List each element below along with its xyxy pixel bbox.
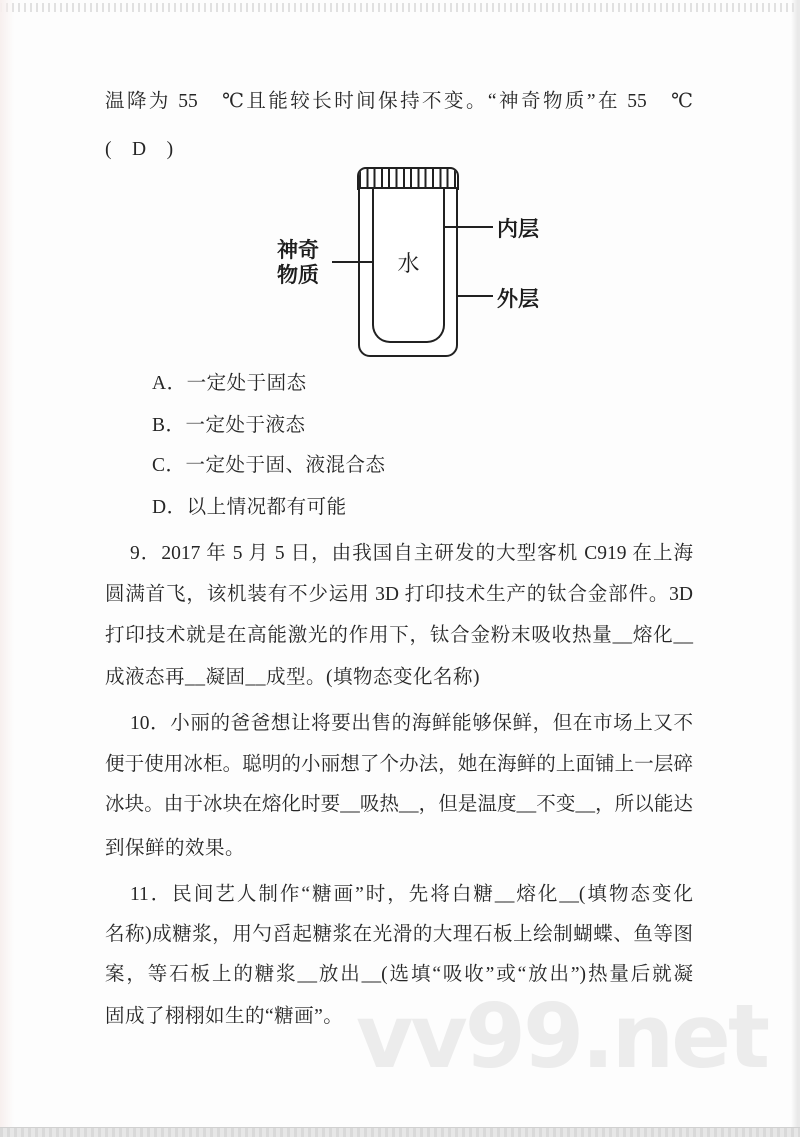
question9-line-4: 成液态再__凝固__成型。(填物态变化名称) <box>105 667 480 688</box>
magic-substance-label-line-2: 物质 <box>277 264 319 287</box>
question9-line-1: 9．2017 年 5 月 5 日，由我国自主研发的大型客机 C919 在上海 <box>130 543 693 564</box>
answer-option-c: C．一定处于固、液混合态 <box>152 455 386 476</box>
question8-answer-line: ( D ) <box>105 139 174 160</box>
question10-line-2: 便于使用冰柜。聪明的小丽想了个办法，她在海鲜的上面铺上一层碎 <box>105 754 693 775</box>
question10-line-1: 10．小丽的爸爸想让将要出售的海鲜能够保鲜，但在市场上又不 <box>130 713 693 734</box>
water-label: 水 <box>397 251 420 276</box>
watermark-text: vv99.net <box>356 985 768 1088</box>
question9-line-3: 打印技术就是在高能激光的作用下，钛合金粉末吸收热量__熔化__ <box>105 625 693 646</box>
inner-layer-pointer-line <box>443 226 493 228</box>
scan-left-shadow <box>0 0 14 1137</box>
question11-line-3: 案，等石板上的糖浆__放出__(选填“吸收”或“放出”)热量后就凝 <box>105 964 693 985</box>
magic-substance-pointer-line <box>332 261 373 263</box>
question8-stem-line-1: 温降为 55 ℃且能较长时间保持不变。“神奇物质”在 55 ℃ <box>105 91 693 112</box>
scan-bottom-edge <box>0 1127 800 1137</box>
question11-line-2: 名称)成糖浆，用勺舀起糖浆在光滑的大理石板上绘制蝴蝶、鱼等图 <box>105 924 693 945</box>
question11-line-4: 固成了栩栩如生的“糖画”。 <box>105 1006 344 1027</box>
outer-layer-pointer-line <box>456 295 493 297</box>
scan-top-perforation <box>0 3 800 12</box>
outer-layer-label: 外层 <box>497 288 539 311</box>
question10-line-4: 到保鲜的效果。 <box>105 838 246 859</box>
question11-line-1: 11．民间艺人制作“糖画”时，先将白糖__熔化__(填物态变化 <box>130 884 693 905</box>
answer-option-b: B．一定处于液态 <box>152 415 306 436</box>
question9-line-2: 圆满首飞，该机装有不少运用 3D 打印技术生产的钛合金部件。3D <box>105 584 693 605</box>
question10-line-3: 冰块。由于冰块在熔化时要__吸热__，但是温度__不变__，所以能达 <box>105 794 693 815</box>
inner-layer-label: 内层 <box>497 218 539 241</box>
magic-substance-label-line-1: 神奇 <box>277 239 319 262</box>
scan-right-shadow <box>791 0 800 1137</box>
answer-option-d: D．以上情况都有可能 <box>152 497 347 518</box>
answer-option-a: A．一定处于固态 <box>152 373 307 394</box>
